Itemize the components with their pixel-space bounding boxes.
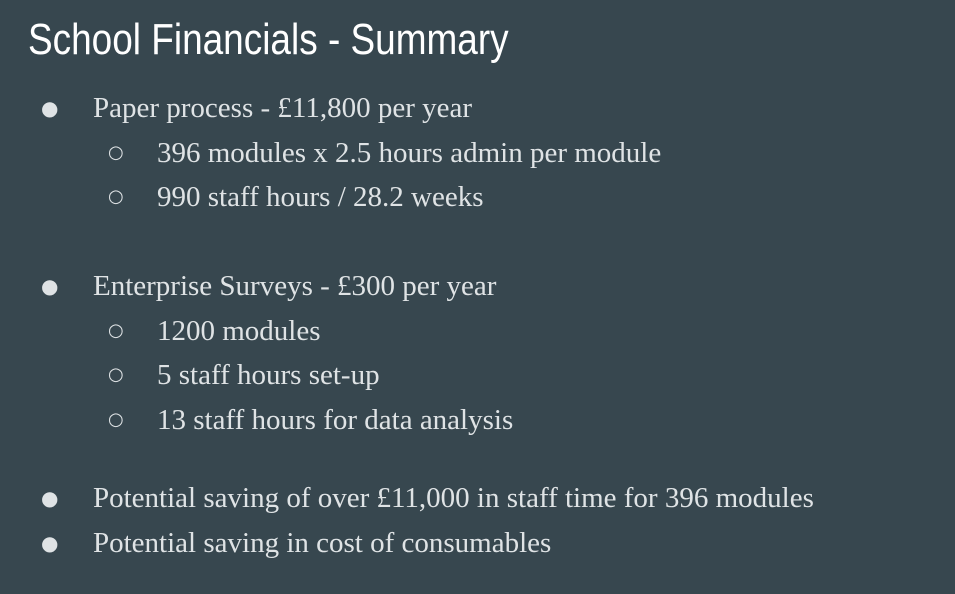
bullet-text-saving-consumables: Potential saving in cost of consumables bbox=[93, 527, 552, 559]
bullet-item-paper-process bbox=[0, 88, 955, 128]
bullet-text-paper-process: Paper process - £11,800 per year bbox=[93, 92, 473, 124]
sub-bullet-text: 990 staff hours / 28.2 weeks bbox=[157, 181, 484, 213]
hollow-bullet-icon: ○ bbox=[108, 364, 124, 385]
hollow-bullet-icon: ○ bbox=[108, 142, 124, 163]
sub-bullet-item bbox=[0, 311, 955, 351]
filled-bullet-icon: ● bbox=[41, 486, 59, 510]
bullet-item-enterprise-surveys bbox=[0, 266, 955, 306]
sub-bullet-item bbox=[0, 355, 955, 395]
bullet-text-saving-staff-time: Potential saving of over £11,000 in staff time for 396 modules bbox=[93, 482, 814, 514]
sub-bullet-text: 1200 modules bbox=[157, 315, 321, 347]
hollow-bullet-icon: ○ bbox=[108, 186, 124, 207]
sub-bullet-item bbox=[0, 133, 955, 173]
filled-bullet-icon: ● bbox=[41, 274, 59, 298]
filled-bullet-icon: ● bbox=[41, 96, 59, 120]
sub-bullet-text: 5 staff hours set-up bbox=[157, 359, 380, 391]
hollow-bullet-icon: ○ bbox=[108, 320, 124, 341]
sub-bullet-item bbox=[0, 400, 955, 440]
sub-bullet-item bbox=[0, 177, 955, 217]
filled-bullet-icon: ● bbox=[41, 531, 59, 555]
bullet-item-saving-consumables bbox=[0, 523, 955, 563]
sub-bullet-text: 13 staff hours for data analysis bbox=[157, 404, 514, 436]
slide-title: School Financials - Summary bbox=[28, 15, 509, 64]
bullet-item-saving-staff-time bbox=[0, 478, 955, 518]
sub-bullet-text: 396 modules x 2.5 hours admin per module bbox=[157, 137, 662, 169]
bullet-text-enterprise-surveys: Enterprise Surveys - £300 per year bbox=[93, 270, 497, 302]
hollow-bullet-icon: ○ bbox=[108, 409, 124, 430]
